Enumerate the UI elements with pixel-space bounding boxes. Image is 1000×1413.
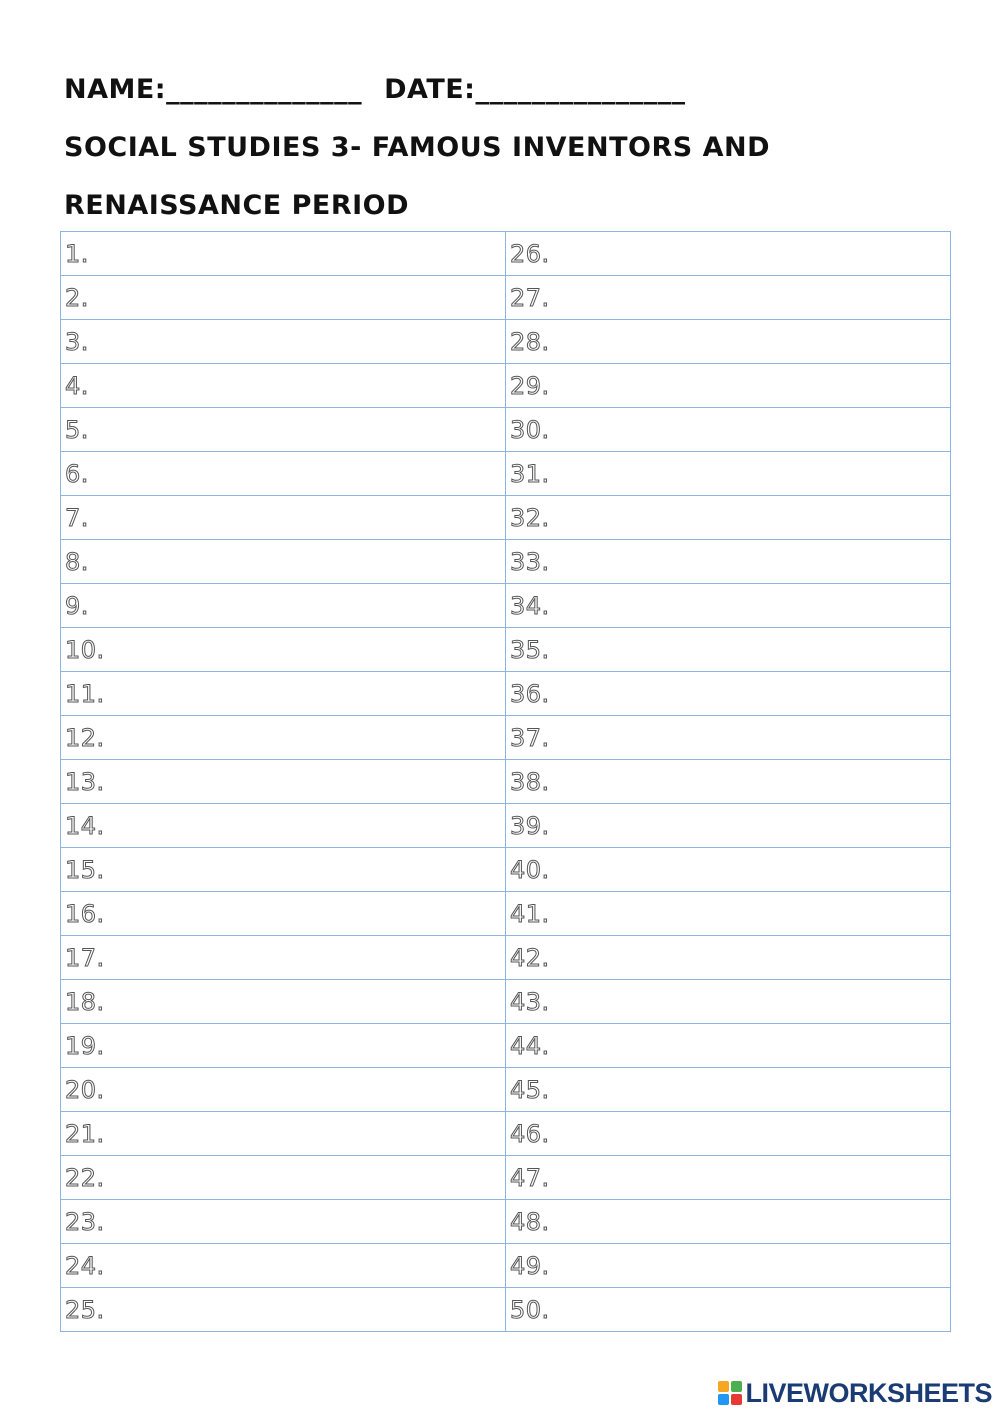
- answer-cell[interactable]: 1.: [61, 232, 506, 276]
- answer-cell[interactable]: 47.: [506, 1156, 951, 1200]
- table-row: [61, 1024, 951, 1068]
- worksheet-title-line-2: RENAISSANCE PERIOD: [64, 190, 410, 221]
- answer-cell[interactable]: 24.: [61, 1244, 506, 1288]
- answer-cell[interactable]: 23.: [61, 1200, 506, 1244]
- table-row: [61, 848, 951, 892]
- answer-cell[interactable]: 38.: [506, 760, 951, 804]
- answer-cell[interactable]: 22.: [61, 1156, 506, 1200]
- answer-cell[interactable]: 18.: [61, 980, 506, 1024]
- date-label: DATE:_______________: [384, 74, 686, 105]
- answer-cell[interactable]: 16.: [61, 892, 506, 936]
- answer-cell[interactable]: 10.: [61, 628, 506, 672]
- table-row: [61, 672, 951, 716]
- table-row: [61, 1200, 951, 1244]
- answer-cell[interactable]: 40.: [506, 848, 951, 892]
- answer-cell[interactable]: 43.: [506, 980, 951, 1024]
- table-row: [61, 276, 951, 320]
- answer-cell[interactable]: 37.: [506, 716, 951, 760]
- table-row: [61, 628, 951, 672]
- answer-cell[interactable]: 17.: [61, 936, 506, 980]
- answer-cell[interactable]: 5.: [61, 408, 506, 452]
- answer-cell[interactable]: 33.: [506, 540, 951, 584]
- answer-cell[interactable]: 20.: [61, 1068, 506, 1112]
- answer-cell[interactable]: 7.: [61, 496, 506, 540]
- table-row: [61, 804, 951, 848]
- table-row: [61, 716, 951, 760]
- answer-cell[interactable]: 31.: [506, 452, 951, 496]
- liveworksheets-logo: [718, 1376, 992, 1410]
- answer-cell[interactable]: 45.: [506, 1068, 951, 1112]
- name-label: NAME:______________: [64, 74, 363, 105]
- table-row: [61, 496, 951, 540]
- worksheet-title-line-1: SOCIAL STUDIES 3- FAMOUS INVENTORS AND: [64, 132, 771, 163]
- table-row: [61, 540, 951, 584]
- answer-cell[interactable]: 14.: [61, 804, 506, 848]
- table-row: [61, 1112, 951, 1156]
- name-date-line: [64, 74, 685, 105]
- table-row: [61, 364, 951, 408]
- answer-cell[interactable]: 19.: [61, 1024, 506, 1068]
- answer-cell[interactable]: 32.: [506, 496, 951, 540]
- answer-cell[interactable]: 6.: [61, 452, 506, 496]
- answer-cell[interactable]: 28.: [506, 320, 951, 364]
- answer-cell[interactable]: 9.: [61, 584, 506, 628]
- table-row: [61, 584, 951, 628]
- answer-cell[interactable]: 35.: [506, 628, 951, 672]
- table-row: [61, 1156, 951, 1200]
- table-row: [61, 980, 951, 1024]
- answer-cell[interactable]: 29.: [506, 364, 951, 408]
- answer-cell[interactable]: 27.: [506, 276, 951, 320]
- table-row: [61, 408, 951, 452]
- answer-cell[interactable]: 8.: [61, 540, 506, 584]
- answer-cell[interactable]: 36.: [506, 672, 951, 716]
- answer-cell[interactable]: 34.: [506, 584, 951, 628]
- answer-cell[interactable]: 41.: [506, 892, 951, 936]
- logo-mark-icon: [718, 1381, 742, 1405]
- table-row: [61, 452, 951, 496]
- table-row: [61, 936, 951, 980]
- answer-cell[interactable]: 50.: [506, 1288, 951, 1332]
- table-row: [61, 232, 951, 276]
- answer-cell[interactable]: 3.: [61, 320, 506, 364]
- table-row: [61, 320, 951, 364]
- answer-cell[interactable]: 39.: [506, 804, 951, 848]
- answer-cell[interactable]: 2.: [61, 276, 506, 320]
- answer-cell[interactable]: 42.: [506, 936, 951, 980]
- answer-cell[interactable]: 44.: [506, 1024, 951, 1068]
- answer-cell[interactable]: 49.: [506, 1244, 951, 1288]
- answer-cell[interactable]: 4.: [61, 364, 506, 408]
- logo-square-icon: [731, 1381, 742, 1392]
- logo-square-icon: [731, 1394, 742, 1405]
- answer-cell[interactable]: 48.: [506, 1200, 951, 1244]
- brand-name: LIVEWORKSHEETS: [745, 1377, 992, 1408]
- table-row: [61, 760, 951, 804]
- answer-cell[interactable]: 21.: [61, 1112, 506, 1156]
- table-row: [61, 1244, 951, 1288]
- answer-cell[interactable]: 13.: [61, 760, 506, 804]
- answer-cell[interactable]: 12.: [61, 716, 506, 760]
- logo-square-icon: [718, 1394, 729, 1405]
- table-row: [61, 892, 951, 936]
- table-row: [61, 1068, 951, 1112]
- answer-cell[interactable]: 11.: [61, 672, 506, 716]
- answer-cell[interactable]: 15.: [61, 848, 506, 892]
- answer-cell[interactable]: 26.: [506, 232, 951, 276]
- answer-cell[interactable]: 46.: [506, 1112, 951, 1156]
- answer-cell[interactable]: 25.: [61, 1288, 506, 1332]
- answer-cell[interactable]: 30.: [506, 408, 951, 452]
- table-row: [61, 1288, 951, 1332]
- logo-square-icon: [718, 1381, 729, 1392]
- answer-table: [60, 231, 951, 1332]
